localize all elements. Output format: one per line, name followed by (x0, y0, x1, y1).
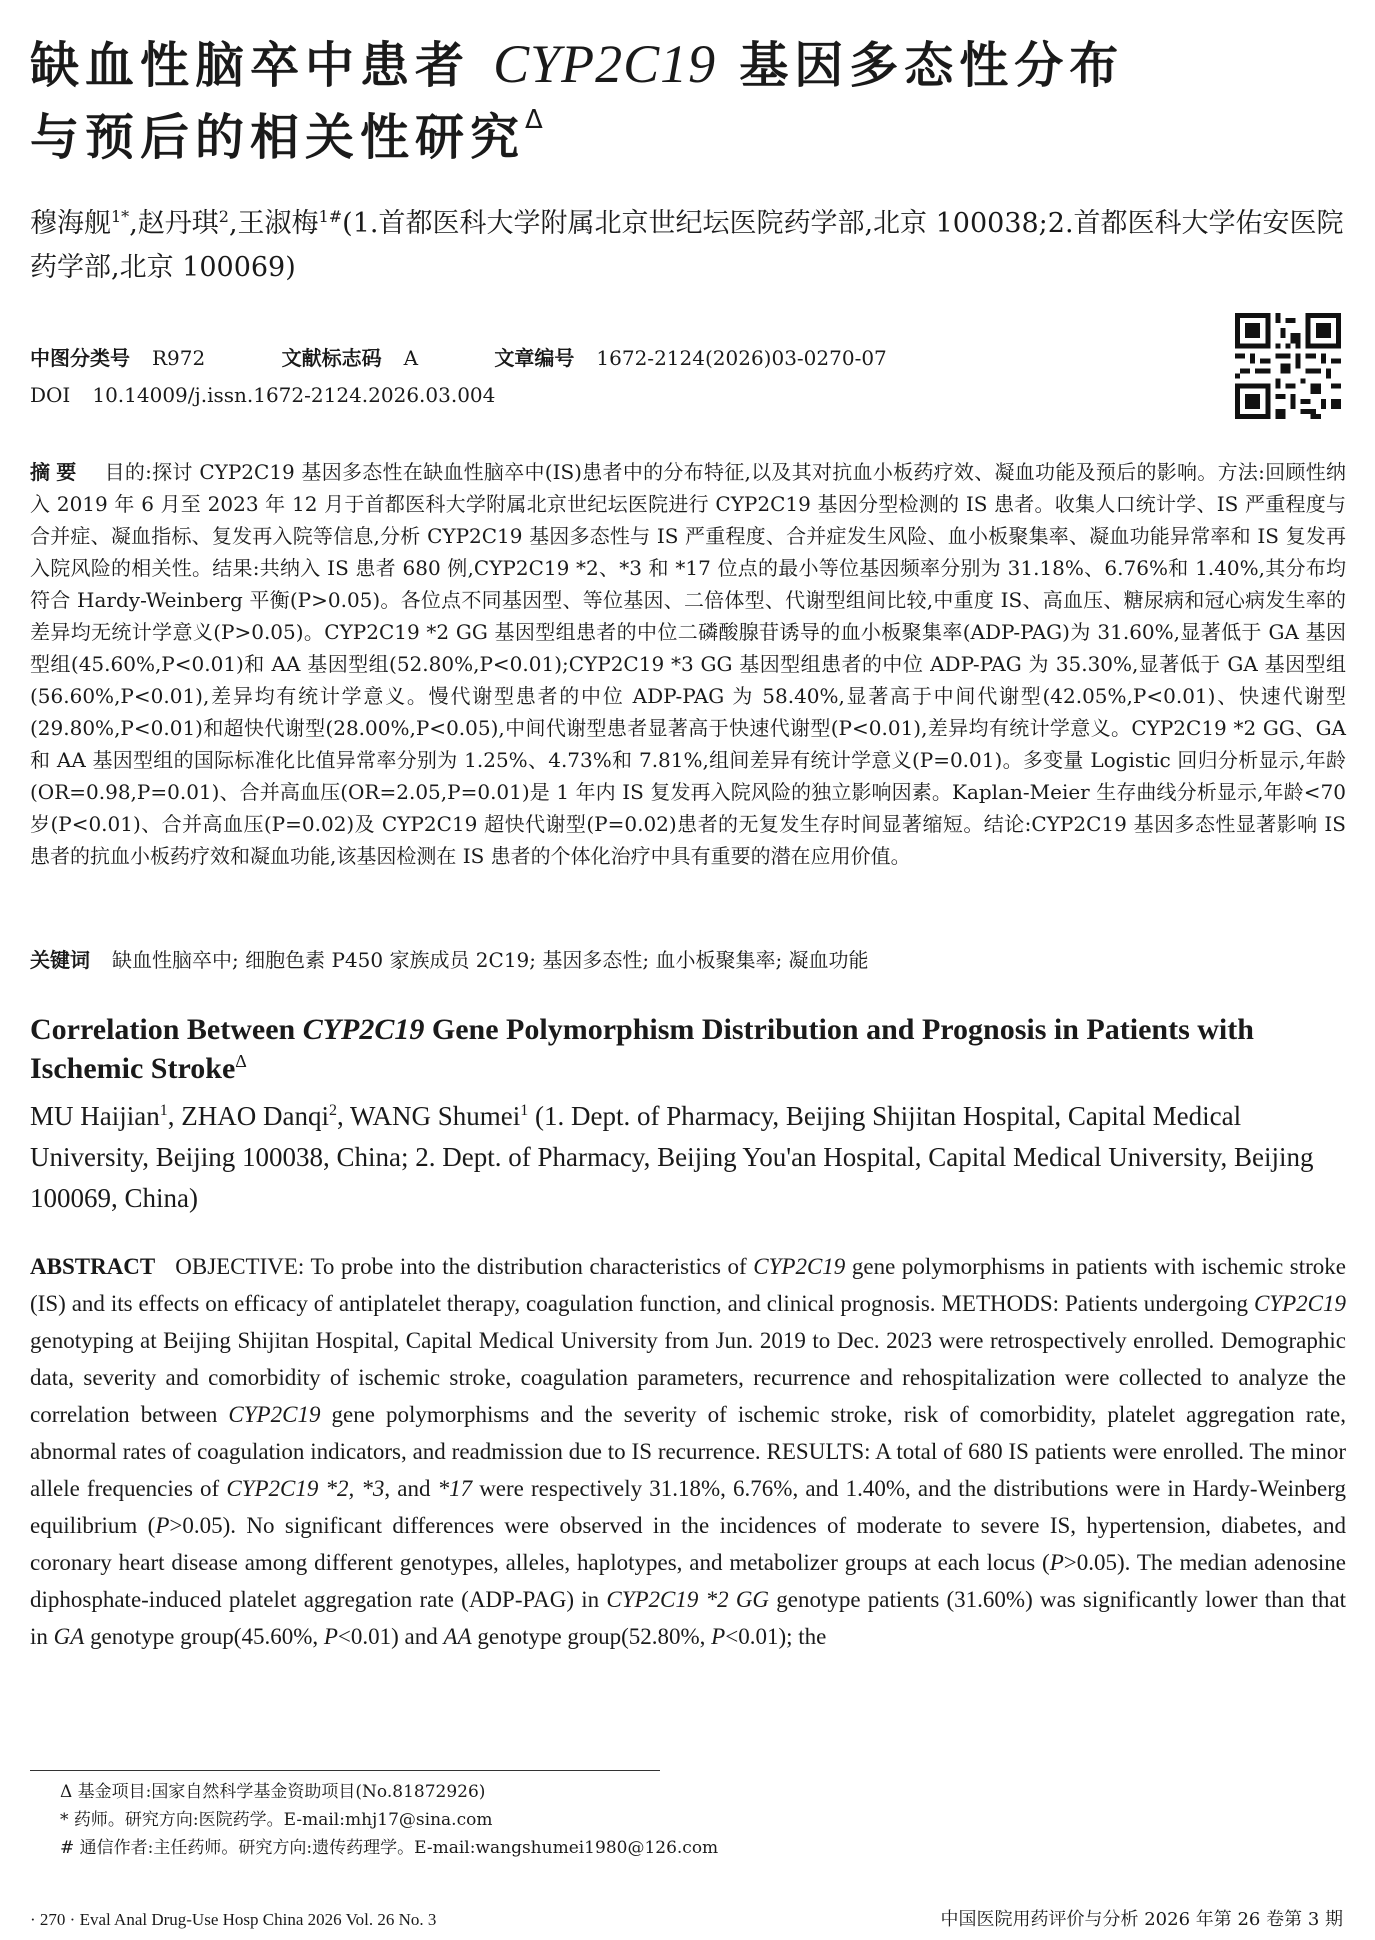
abstract-en-text: genotyping at Beijing Shijitan Hospital, Capital Medical University from Jun. 2019 to Dec. 2023 were retrospectively enrolled. Demographic data, severity and comorbidity of ischemic stroke, coagulation parameters, recurrence and rehospitalization were collected to analyze the correlation between (30, 1328, 1346, 1427)
abstract-en-text: genotype group(52.80%, (471, 1624, 712, 1649)
article-title-en (30, 1010, 1350, 1088)
abstract-en-gene: CYP2C19 (753, 1254, 846, 1279)
title-cn-part2: 基因多态性分布 (739, 37, 1125, 94)
title-cn-mark: Δ (525, 105, 549, 135)
authors-en (30, 1096, 1350, 1219)
abstract-en-p: P (1049, 1550, 1064, 1575)
footnote-divider (30, 1770, 660, 1771)
abstract-en-p: P (711, 1624, 726, 1649)
author-en-2: , ZHAO Danqi (167, 1101, 329, 1131)
author-cn-2: ,赵丹琪 (129, 208, 219, 239)
author-cn-3: ,王淑梅 (228, 208, 319, 239)
abstract-en-text: <0.01) and (337, 1624, 444, 1649)
abstract-cn-label: 摘要 (30, 460, 83, 484)
title-cn-part1: 缺血性脑卒中患者 (30, 37, 471, 94)
abstract-cn (30, 456, 1346, 872)
author-cn-2-sup: 2 (218, 207, 229, 226)
abstract-en-text: genotype patients (31.60%) was significantly lower than that in (30, 1587, 1346, 1649)
abstract-en-text: were respectively 31.18%, 6.76%, and 1.40%, and the distributions were in Hardy-Weinberg equilibrium ( (30, 1476, 1347, 1538)
title-cn-line2: 与预后的相关性研究 (30, 109, 526, 166)
clc-value: R972 (152, 346, 206, 370)
abstract-en-gene: GA (53, 1624, 85, 1649)
abstract-en-gene: CYP2C19 *2, *3 (226, 1476, 385, 1501)
affiliations-cn: (1.首都医科大学附属北京世纪坛医院药学部,北京 100038;2.首都医科大学佑安医院药学部,北京 100069) (30, 208, 1344, 283)
abstract-en-p: P (155, 1513, 170, 1538)
article-title-cn (30, 28, 1350, 174)
abstract-en-p: P (323, 1624, 338, 1649)
article-no-value: 1672-2124(2026)03-0270-07 (596, 346, 887, 370)
abstract-en-gene: CYP2C19 (228, 1402, 321, 1427)
doi-label: DOI (30, 383, 71, 407)
abstract-en-text: , and (384, 1476, 438, 1501)
title-en-gene: CYP2C19 (302, 1013, 425, 1046)
doc-code-value: A (403, 346, 419, 370)
abstract-en-label: ABSTRACT (30, 1254, 156, 1279)
doc-code-label: 文献标志码 (281, 346, 382, 370)
abstract-en-text: >0.05). The median adenosine diphosphate-induced platelet aggregation rate (ADP-PAG) in (30, 1550, 1346, 1612)
article-meta-row (30, 344, 887, 372)
abstract-en-gene: AA (443, 1624, 472, 1649)
author-cn-1-sup: 1* (111, 207, 130, 226)
title-en-mark: Δ (235, 1051, 247, 1071)
title-en-part1: Correlation Between (30, 1013, 303, 1046)
page-footer-right: 中国医院用药评价与分析 2026 年第 26 卷第 3 期 (940, 1909, 1343, 1930)
keywords-cn-text: 缺血性脑卒中; 细胞色素 P450 家族成员 2C19; 基因多态性; 血小板聚集率; 凝血功能 (112, 948, 869, 972)
doi-value[interactable]: 10.14009/j.issn.1672-2124.2026.03.004 (92, 383, 496, 407)
footnote-corresponding: # 通信作者:主任药师。研究方向:遗传药理学。E-mail:wangshumei1980@126.com (60, 1838, 719, 1858)
article-no-label: 文章编号 (494, 346, 575, 370)
footnote-funding: Δ 基金项目:国家自然科学基金资助项目(No.81872926) (60, 1782, 486, 1802)
title-cn-gene: CYP2C19 (493, 34, 717, 94)
author-en-1-sup: 1 (159, 1102, 168, 1119)
doi-row (30, 381, 495, 409)
title-en-part2: Gene Polymorphism Distribution and Prognosis in Patients with Ischemic Stroke (30, 1013, 1254, 1085)
author-en-3: , WANG Shumei (336, 1101, 521, 1131)
footnotes (60, 1778, 1320, 1862)
affiliations-en: (1. Dept. of Pharmacy, Beijing Shijitan Hospital, Capital Medical University, Beijing 100038, China; 2. Dept. of Pharmacy, Beijing You'an Hospital, Capital Medical University, Beijing 100069, China) (30, 1101, 1314, 1213)
author-en-3-sup: 1 (520, 1102, 529, 1119)
footnote-author: * 药师。研究方向:医院药学。E-mail:mhj17@sina.com (60, 1810, 493, 1830)
qr-code-icon[interactable] (1235, 313, 1341, 419)
abstract-en (30, 1248, 1346, 1655)
author-cn-3-sup: 1# (318, 207, 343, 226)
abstract-en-text: <0.01); the (725, 1624, 827, 1649)
abstract-en-gene: *17 (437, 1476, 473, 1501)
abstract-en-gene: CYP2C19 (1253, 1291, 1346, 1316)
author-en-2-sup: 2 (328, 1102, 337, 1119)
abstract-en-gene: CYP2C19 *2 GG (606, 1587, 770, 1612)
abstract-cn-text: 目的:探讨 CYP2C19 基因多态性在缺血性脑卒中(IS)患者中的分布特征,以及其对抗血小板药疗效、凝血功能及预后的影响。方法:回顾性纳入 2019 年 6 月至 2023 年 12 月于首都医科大学附属北京世纪坛医院进行 CYP2C19 基因分型检测的 IS 患者。收集人口统计学、IS 严重程度与合并症、凝血指标、复发再入院等信息,分析 CYP2C19 基因多态性与 IS 严重程度、合并症发生风险、血小板聚集率、凝血功能异常率和 IS 复发再入院风险的相关性。结果:共纳入 IS 患者 680 例,CYP2C19 *2、*3 和 *17 位点的最小等位基因频率分别为 31.18%、6.76%和 1.40%,其分布均符合 Hardy-Weinberg 平衡(P>0.05)。各位点不同基因型、等位基因、二倍体型、代谢型组间比较,中重度 IS、高血压、糖尿病和冠心病发生率的差异均无统计学意义(P>0.05)。CYP2C19 *2 GG 基因型组患者的中位二磷酸腺苷诱导的血小板聚集率(ADP-PAG)为 31.60%,显著低于 GA 基因型组(45.60%,P<0.01)和 AA 基因型组(52.80%,P<0.01);CYP2C19 *3 GG 基因型组患者的中位 ADP-PAG 为 35.30%,显著低于 GA 基因型组(56.60%,P<0.01),差异均有统计学意义。慢代谢型患者的中位 ADP-PAG 为 58.40%,显著高于中间代谢型(42.05%,P<0.01)、快速代谢型(29.80%,P<0.01)和超快代谢型(28.00%,P<0.05),中间代谢型患者显著高于快速代谢型(P<0.01),差异均有统计学意义。CYP2C19 *2 GG、GA 和 AA 基因型组的国际标准化比值异常率分别为 1.25%、4.73%和 7.81%,组间差异有统计学意义(P=0.01)。多变量 Logistic 回归分析显示,年龄(OR=0.98,P=0.01)、合并高血压(OR=2.05,P=0.01)是 1 年内 IS 复发再入院风险的独立影响因素。Kaplan-Meier 生存曲线分析显示,年龄<70 岁(P<0.01)、合并高血压(P=0.02)及 CYP2C19 超快代谢型(P=0.02)患者的无复发生存时间显著缩短。结论:CYP2C19 基因多态性显著影响 IS 患者的抗血小板药疗效和凝血功能,该基因检测在 IS 患者的个体化治疗中具有重要的潜在应用价值。 (30, 460, 1346, 868)
page-footer-left: · 270 · Eval Anal Drug-Use Hosp China 2026 Vol. 26 No. 3 (30, 1910, 437, 1929)
authors-cn (30, 202, 1350, 290)
abstract-en-text: gene polymorphisms in patients with ischemic stroke (IS) and its effects on efficacy of antiplatelet therapy, coagulation function, and clinical prognosis. METHODS: Patients undergoing (30, 1254, 1347, 1316)
keywords-cn (30, 944, 1346, 976)
author-cn-1: 穆海舰 (30, 208, 111, 239)
keywords-cn-label: 关键词 (30, 948, 90, 972)
abstract-en-text: OBJECTIVE: To probe into the distribution characteristics of (175, 1254, 754, 1279)
abstract-en-text: >0.05). No significant differences were observed in the incidences of moderate to severe IS, hypertension, diabetes, and coronary heart disease among different genotypes, alleles, haplotypes, and metabolizer groups at each locus ( (30, 1513, 1346, 1575)
abstract-en-text: gene polymorphisms and the severity of ischemic stroke, risk of comorbidity, platelet aggregation rate, abnormal rates of coagulation indicators, and readmission due to IS recurrence. RESULTS: A total of 680 IS patients were enrolled. The minor allele frequencies of (30, 1402, 1346, 1501)
abstract-en-text: genotype group(45.60%, (84, 1624, 324, 1649)
author-en-1: MU Haijian (30, 1101, 160, 1131)
clc-label: 中图分类号 (30, 346, 130, 370)
